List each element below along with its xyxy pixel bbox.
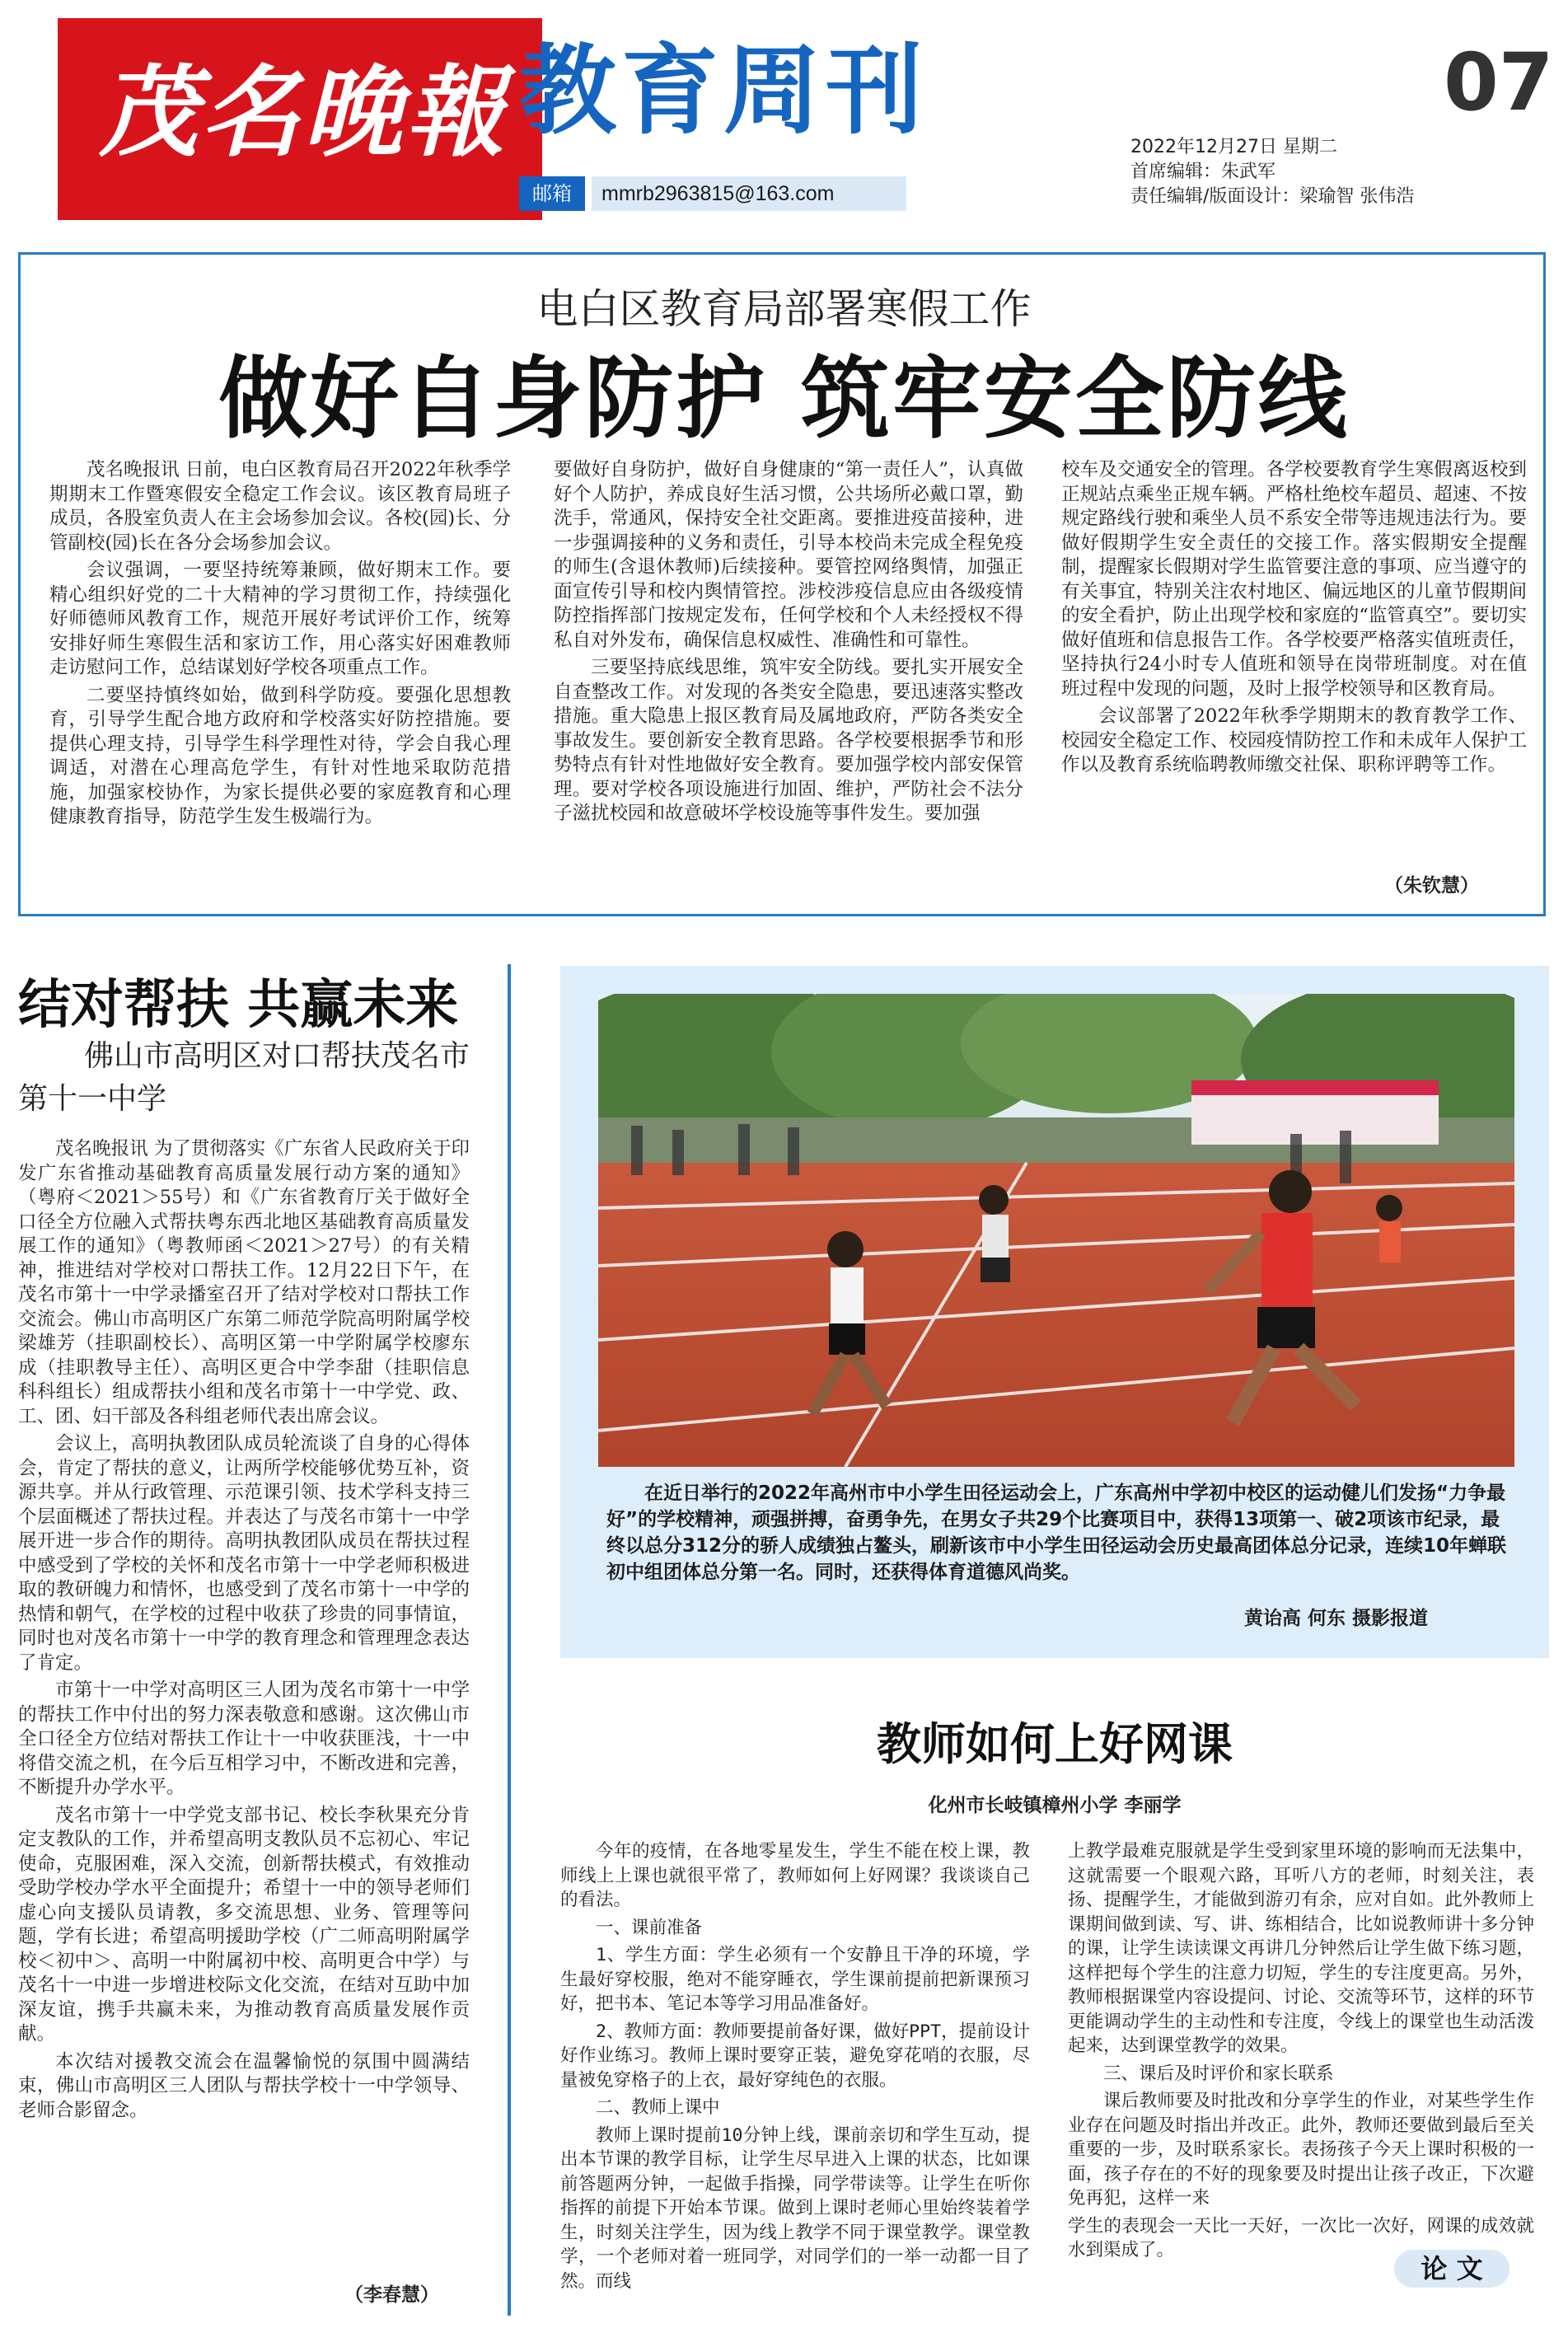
page-number: 07 xyxy=(1444,36,1554,129)
lead-paragraph: 二要坚持慎终如始，做到科学防疫。要强化思想教育，引导学生配合地方政府和学校落实好防控措施。要提供心理支持，引导学生科学理性对待，学会自我心理调适，对潜在心理高危学生，有针对性地采取防范措施，加强家校协作，为家长提供必要的家庭教育和心理健康教育指导，防范学生发生极端行为。 xyxy=(49,684,511,827)
essay-author: 化州市长岐镇樟州小学 李丽学 xyxy=(928,1795,1182,1816)
lead-paragraph: 会议强调，一要坚持统筹兼顾，做好期末工作。要精心组织好党的二十大精神的学习贯彻工作，持续强化好师德师风教育工作，规范开展好考试评价工作，统筹安排好师生寒假生活和家访工作，用心落实好困难教师走访慰问工作，总结谋划好学校各项重点工作。 xyxy=(49,560,511,678)
chief-editor: 首席编辑：朱武军 xyxy=(1130,162,1276,182)
photo-credit: 黄诒高 何东 摄影报道 xyxy=(1244,1608,1429,1629)
newspaper-logo-block xyxy=(58,18,542,220)
responsible-editor: 责任编辑/版面设计：梁瑜智 张伟浩 xyxy=(1130,186,1415,207)
column-divider xyxy=(508,964,511,2316)
essay-paragraph: 课后教师要及时批改和分享学生的作业，对某些学生作业存在问题及时指出并改正。此外，教师还要做到最后至关重要的一步，及时联系家长。表扬孩子今天上课时积极的一面，孩子存在的不好的现象要及时提出让孩子改正，下次避免再犯，这样一来 xyxy=(1068,2091,1534,2209)
photo-caption: 在近日举行的2022年高州市中小学生田径运动会上，广东高州中学初中校区的运动健儿们发扬“力争最好”的学校精神，顽强拼搏，奋勇争先，在男女子共29个比赛项目中，获得13项第一、破2项该市纪录，最终以总分312分的骄人成绩独占鳌头，刷新该市中小学生田径运动会历史最高团体总分记录，连续10年蝉联初中组团体总分第一名。同时，还获得体育道德风尚奖。 xyxy=(606,1483,1507,1583)
essay-heading: 三、课后及时评价和家长联系 xyxy=(1103,2063,1334,2084)
lead-kicker: 电白区教育局部署寒假工作 xyxy=(536,285,1032,333)
lead-paragraph: 校车及交通安全的管理。各学校要教育学生寒假离返校到正规站点乘坐正规车辆。严格杜绝校车超员、超速、不按规定路线行驶和乘坐人员不系安全带等违规违法行为。要做好假期学生安全责任的交接工作。落实假期安全提醒制，提醒家长假期对学生监管要注意的事项、应当遵守的有关事宜，特别关注农村地区、偏远地区的儿童节假期间的安全看护，防止出现学校和家庭的“监管真空”。要切实做好值班和信息报告工作。各学校要严格落实值班责任，坚持执行24小时专人值班和领导在岗带班制度。对在值班过程中发现的问题，及时上报学校领导和区教育局。 xyxy=(1061,459,1527,700)
lead-paragraph: 会议部署了2022年秋季学期期末的教育教学工作、校园安全稳定工作、校园疫情防控工作和未成年人保护工作以及教育系统临聘教师缴交社保、职称评聘等工作。 xyxy=(1061,705,1527,775)
track-race-photo xyxy=(598,994,1514,1467)
lead-column-3 xyxy=(1061,458,1527,874)
essay-paragraph: 学生的表现会一天比一天好，一次比一次好，网课的成效就水到渠成了。 xyxy=(1068,2215,1534,2260)
essay-paragraph: 2、教师方面：教师要提前备好课，做好PPT，提前设计好作业练习。教师上课时要穿正装，避免穿花哨的衣服，尽量被免穿格子的上衣，最好穿纯色的衣服。 xyxy=(560,2021,1030,2091)
lead-column-1 xyxy=(49,458,511,899)
section-title: 教育周刊 xyxy=(519,34,929,148)
lead-paragraph: 要做好自身防护，做好自身健康的“第一责任人”，认真做好个人防护，养成良好生活习惯，公共场所必戴口罩，勤洗手，常通风，保持安全社交距离。要推进疫苗接种，进一步强调接种的义务和责任，引导本校尚未完成全程免疫的师生(含退休教师)后续接种。要管控网络舆情，加强正面宣传引导和校内舆情管控。涉校涉疫信息应由各级疫情防控指挥部门按规定发布，任何学校和个人未经授权不得私自对外发布，确保信息权威性、准确性和可靠性。 xyxy=(554,459,1023,651)
mail-label: 邮箱 xyxy=(519,176,585,211)
newspaper-logo: 茂名晚報 xyxy=(99,54,508,171)
lead-column-2 xyxy=(554,458,1023,899)
lead-paragraph: 三要坚持底线思维，筑牢安全防线。要扎实开展安全自查整改工作。对发现的各类安全隐患，要迅速落实整改措施。重大隐患上报区教育局及属地政府，严防各类安全事故发生。要创新安全教育思路。各学校要根据季节和形势特点有针对性地做好安全教育。要加强学校内部安保管理。要对学校各项设施进行加固、维护，严防社会不法分子滋扰校园和故意破坏学校设施等事件发生。要加强 xyxy=(554,657,1023,824)
twin-article-title: 结对帮扶 共赢未来 xyxy=(18,975,459,1036)
twin-paragraph: 会议上，高明执教团队成员轮流谈了自身的心得体会，肯定了帮扶的意义，让两所学校能够优势互补，资源共享。并从行政管理、示范课引领、技术学科支持三个层面概述了帮扶过程。并表达了与茂名市第十一中学展开进一步合作的期待。高明执教团队成员在帮扶过程中感受到了学校的关怀和茂名市第十一中学老师积极进取的教研魄力和情怀，也感受到了茂名市第十一中学的热情和朝气，在学校的过程中收获了珍贵的同事情谊，同时也对茂名市第十一中学的教育理念和管理理念表达了肯定。 xyxy=(18,1433,470,1674)
twin-byline: （李春慧） xyxy=(344,2284,439,2306)
twin-paragraph: 茂名市第十一中学党支部书记、校长李秋果充分肯定支教队的工作，并希望高明支教队员不忘初心、牢记使命，克服困难，深入交流，创新帮扶模式，有效推动受助学校办学水平全面提升；希望十一中的领导老师们虚心向支援队员请教，多交流思想、业务、管理等问题，学有长进；希望高明援助学校（广二师高明附属学校＜初中＞、高明一中附属初中校、高明更合中学）与茂名十一中进一步增进校际文化交流，在结对互助中加深友谊，携手共赢未来，为推动教育高质量发展作贡献。 xyxy=(18,1804,470,2045)
lead-byline: （朱钦慧） xyxy=(1384,874,1479,897)
essay-paragraph: 上教学最难克服就是学生受到家里环境的影响而无法集中，这就需要一个眼观六路，耳听八方的老师，时刻关注，表扬、提醒学生，才能做到游刃有余，应对自如。此外教师上课期间做到读、写、讲、练相结合，比如说教师讲十多分钟的课，让学生读读课文再讲几分钟然后让学生做下练习题，这样把每个学生的注意力切短，学生的专注度更高。另外，教师根据课堂内容设提问、讨论、交流等环节，这样的环节更能调动学生的主动性和专注度，令线上的课堂也生动活泼起来，达到课堂教学的效果。 xyxy=(1068,1841,1534,2056)
essay-title: 教师如何上好网课 xyxy=(877,1718,1233,1770)
issue-date: 2022年12月27日 星期二 xyxy=(1130,137,1337,157)
twin-article-body xyxy=(18,1137,470,2279)
lead-paragraph: 茂名晚报讯 日前，电白区教育局召开2022年秋季学期期末工作暨寒假安全稳定工作会议。该区教育局班子成员，各股室负责人在主会场参加会议。各校(园)长、分管副校(园)长在各分会场参加会议。 xyxy=(49,459,511,554)
essay-category-tag: 论 文 xyxy=(1394,2250,1509,2288)
lead-headline: 做好自身防护 筑牢安全防线 xyxy=(218,348,1350,451)
essay-column-1 xyxy=(560,1839,1030,2321)
essay-heading: 二、教师上课中 xyxy=(596,2097,720,2118)
essay-paragraph: 教师上课时提前10分钟上线，课前亲切和学生互动，提出本节课的教学目标，让学生尽早进入上课的状态，比如课前答题两分钟，一起做手指操，同学带读等。让学生在听你指挥的前提下开始本节课。做到上课时老师心里始终装着学生，时刻关注学生，因为线上教学不同于课堂教学。课堂教学，一个老师对着一班同学，对同学们的一举一动都一目了然。而线 xyxy=(560,2124,1030,2292)
essay-paragraph: 1、学生方面：学生必须有一个安静且干净的环境，学生最好穿校服，绝对不能穿睡衣，学生课前提前把新课预习好，把书本、笔记本等学习用品准备好。 xyxy=(560,1945,1030,2014)
mail-address[interactable]: mmrb2963815@163.com xyxy=(592,176,906,211)
twin-paragraph: 茂名晚报讯 为了贯彻落实《广东省人民政府关于印发广东省推动基础教育高质量发展行动方案的通知》（粤府＜2021＞55号）和《广东省教育厅关于做好全口径全方位融入式帮扶粤东西北地区基础教育高质量发展工作的通知》（粤教师函＜2021＞27号）的有关精神，推进结对学校对口帮扶工作。12月22日下午，在茂名市第十一中学录播室召开了结对学校对口帮扶工作交流会。佛山市高明区广东第二师范学院高明附属学校梁雄芳（挂职副校长）、高明区第一中学附属学校廖东成（挂职教导主任）、高明区更合中学李甜（挂职信息科科组长）组成帮扶小组和茂名市第十一中学党、政、工、团、妇干部及各科组老师代表出席会议。 xyxy=(18,1138,470,1427)
essay-paragraph: 今年的疫情，在各地零星发生，学生不能在校上课，教师线上上课也就很平常了，教师如何上好网课？我谈谈自己的看法。 xyxy=(560,1841,1030,1910)
twin-paragraph: 市第十一中学对高明区三人团为茂名市第十一中学的帮扶工作中付出的努力深表敬意和感谢。这次佛山市全口径全方位结对帮扶工作让十一中收获匪浅，十一中将借交流之机，在今后互相学习中，不断改进和完善，不断提升办学水平。 xyxy=(18,1679,470,1798)
twin-paragraph: 本次结对援教交流会在温馨愉悦的氛围中圆满结束，佛山市高明区三人团队与帮扶学校十一中学领导、老师合影留念。 xyxy=(18,2050,470,2121)
twin-article-subtitle: 佛山市高明区对口帮扶茂名市第十一中学 xyxy=(18,1039,470,1116)
essay-heading: 一、课前准备 xyxy=(596,1917,703,1938)
